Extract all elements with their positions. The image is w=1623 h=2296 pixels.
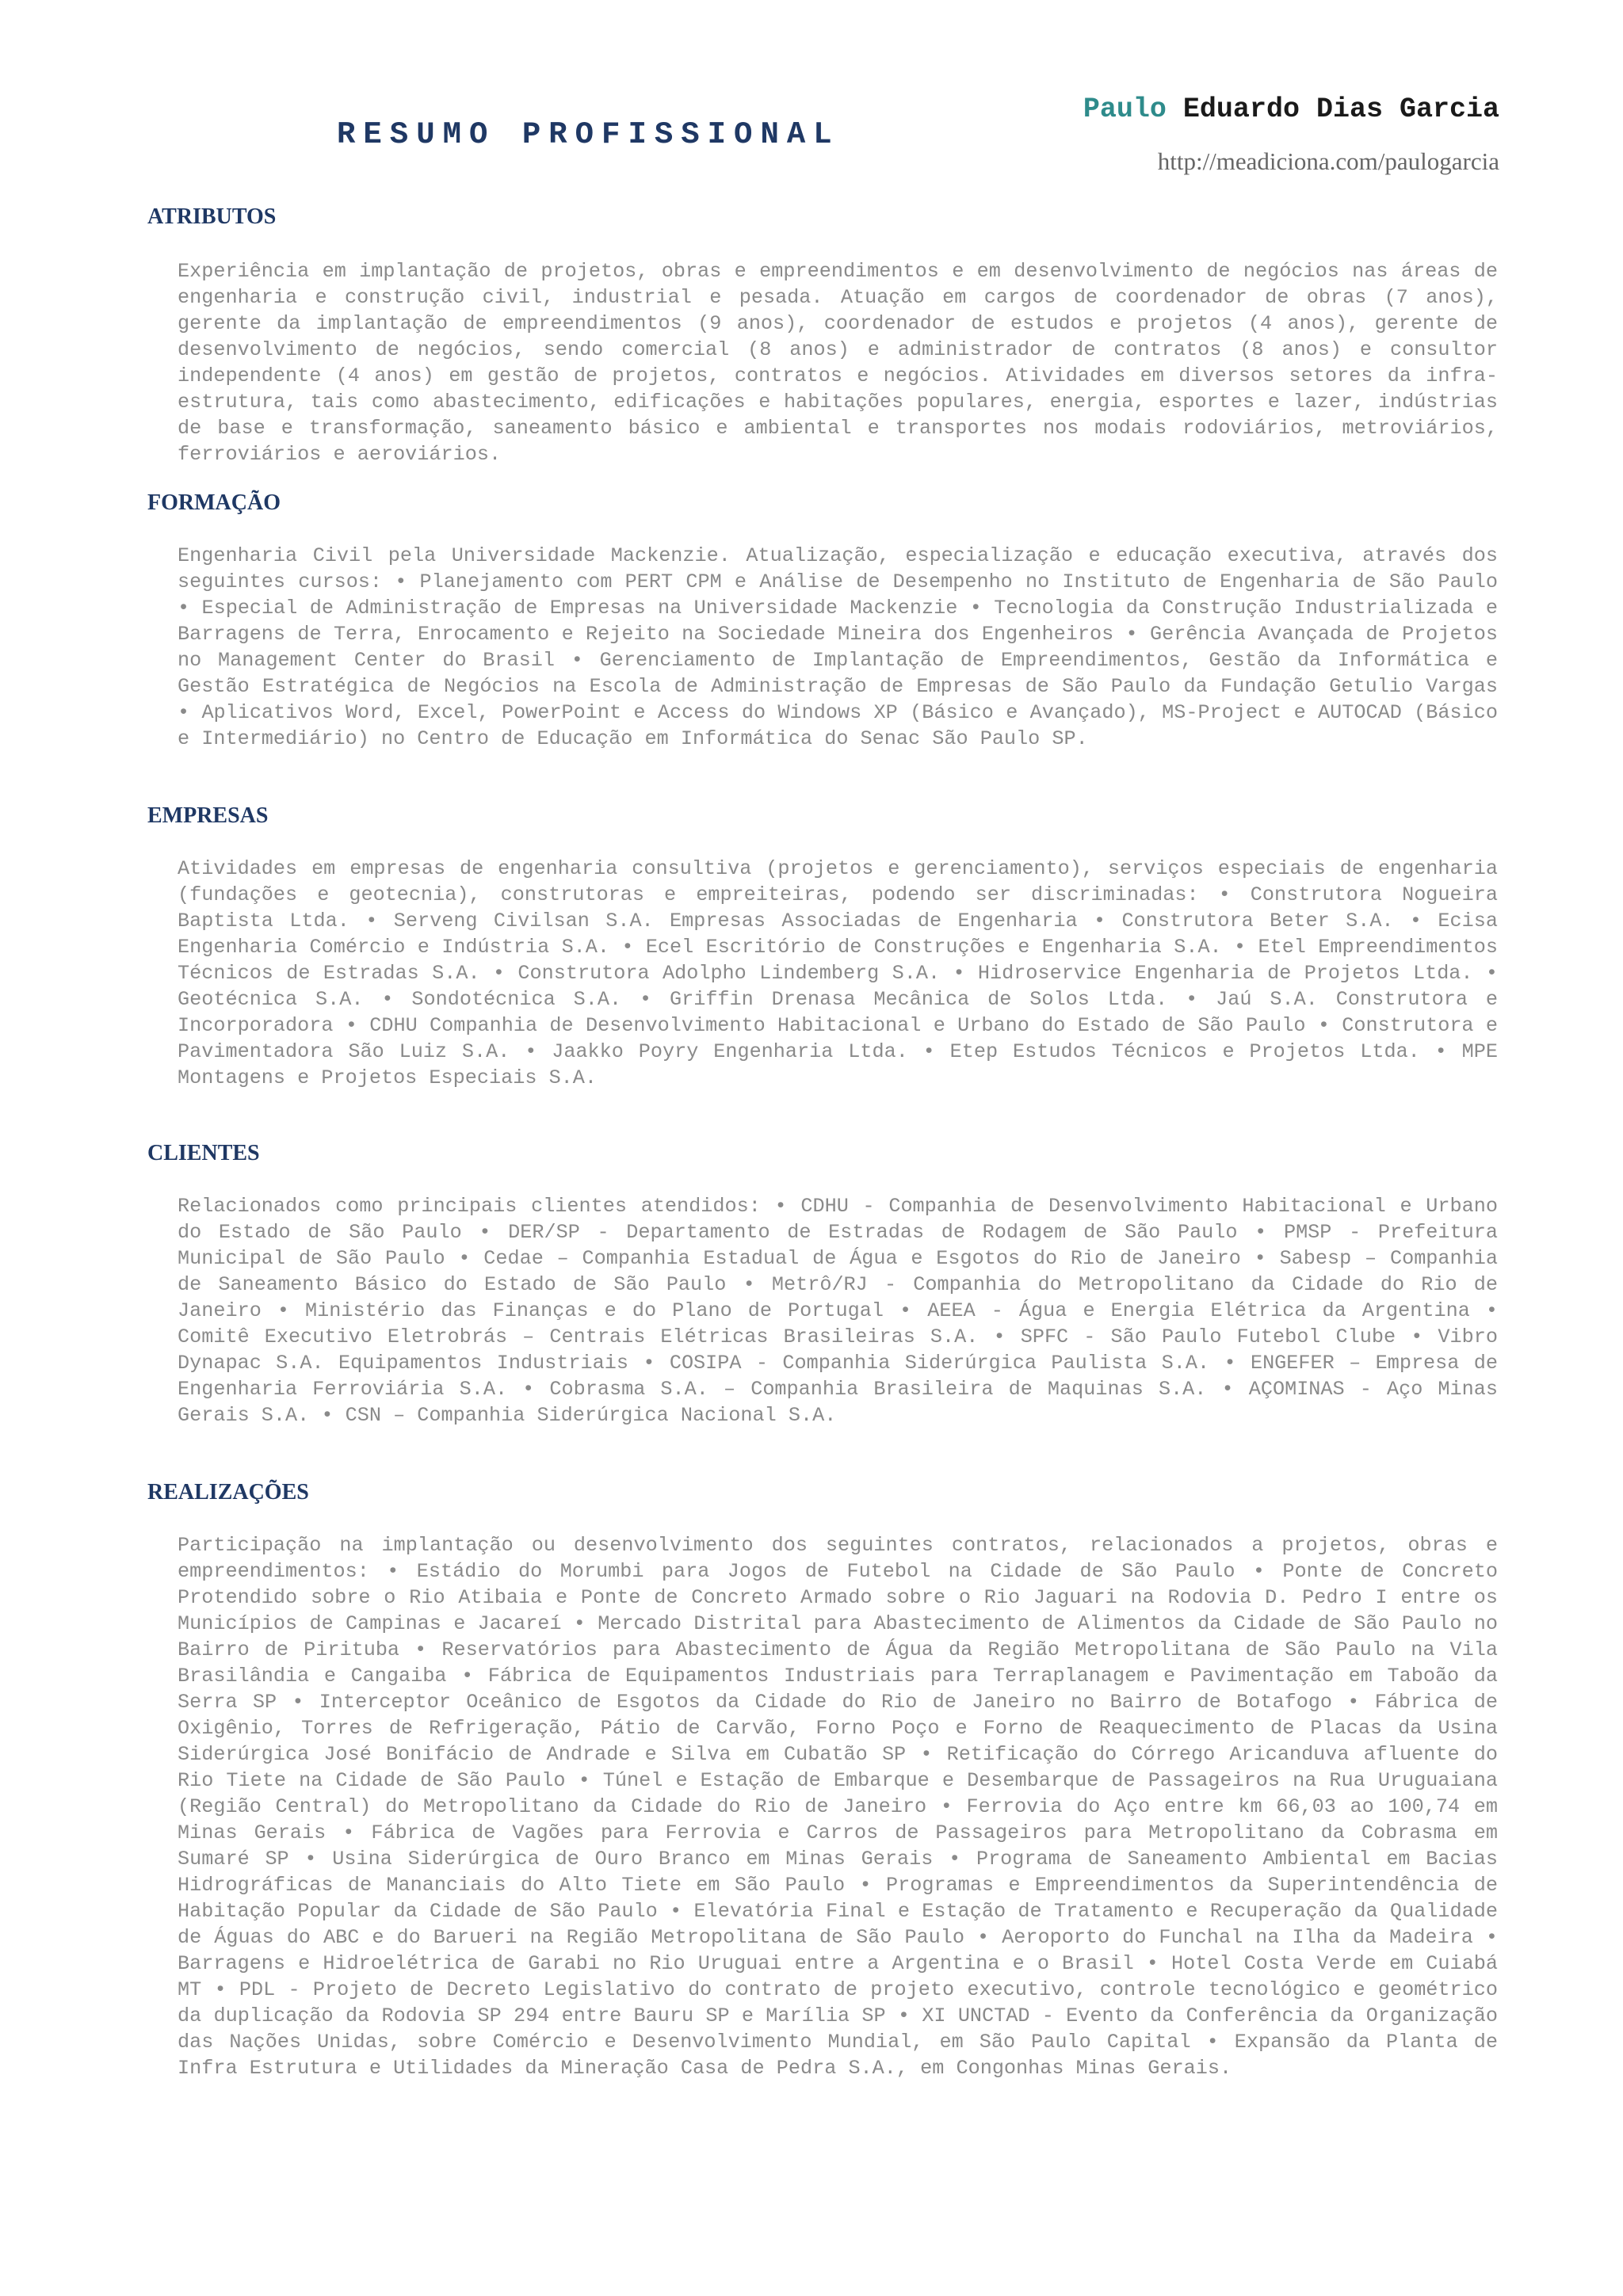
person-surname: Eduardo Dias Garcia	[1166, 93, 1499, 125]
section-body-empresas: Atividades em empresas de engenharia consultiva (projetos e gerenciamento), serviços especiais de engenharia (fundações e geotecnia), construtoras e empreiteiras, podendo ser discriminadas: • Construtora Nogueira Baptista Ltda. • Serveng Civilsan S.A. Empresas Associadas de Engenharia • Construtora Beter S.A. • Ecisa Engenharia Comércio e Indústria S.A. • Ecel Escritório de Construções e Engenharia S.A. • Etel Empreendimentos Técnicos de Estradas S.A. • Construtora Adolpho Lindemberg S.A. • Hidroservice Engenharia de Projetos Ltda. • Geotécnica S.A. • Sondotécnica S.A. • Griffin Drenasa Mecânica de Solos Ltda. • Jaú S.A. Construtora e Incorporadora • CDHU Companhia de Desenvolvimento Habitacional e Urbano do Estado de São Paulo • Construtora e Pavimentadora São Luiz S.A. • Jaakko Poyry Engenharia Ltda. • Etep Estudos Técnicos e Projetos Ltda. • MPE Montagens e Projetos Especiais S.A.	[178, 857, 1498, 1089]
section-body-formacao: Engenharia Civil pela Universidade Mackenzie. Atualização, especialização e educação executiva, através dos seguintes cursos: • Planejamento com PERT CPM e Análise de Desempenho no Instituto de Engenharia de São Paulo • Especial de Administração de Empresas na Universidade Mackenzie • Tecnologia da Construção Industrializada e Barragens de Terra, Enrocamento e Rejeito na Sociedade Mineira dos Engenheiros • Gerência Avançada de Projetos no Management Center do Brasil • Gerenciamento de Implantação de Empreendimentos, Gestão da Informática e Gestão Estratégica de Negócios na Escola de Administração de Empresas de São Paulo da Fundação Getulio Vargas • Aplicativos Word, Excel, PowerPoint e Access do Windows XP (Básico e Avançado), MS-Project e AUTOCAD (Básico e Intermediário) no Centro de Educação em Informática do Senac São Paulo SP.	[178, 544, 1498, 750]
header-identity	[1083, 93, 1499, 176]
section-title-realizacoes: REALIZAÇÕES	[147, 1480, 309, 1505]
section-body-clientes: Relacionados como principais clientes atendidos: • CDHU - Companhia de Desenvolvimento Habitacional e Urbano do Estado de São Paulo • DER/SP - Departamento de Estradas de Rodagem de São Paulo • PMSP - Prefeitura Municipal de São Paulo • Cedae – Companhia Estadual de Água e Esgotos do Rio de Janeiro • Sabesp – Companhia de Saneamento Básico do Estado de São Paulo • Metrô/RJ - Companhia do Metropolitano da Cidade do Rio de Janeiro • Ministério das Finanças e do Plano de Portugal • AEEA - Água e Energia Elétrica da Argentina • Comitê Executivo Eletrobrás – Centrais Elétricas Brasileiras S.A. • SPFC - São Paulo Futebol Clube • Vibro Dynapac S.A. Equipamentos Industriais • COSIPA - Companhia Siderúrgica Paulista S.A. • ENGEFER – Empresa de Engenharia Ferroviária S.A. • Cobrasma S.A. – Companhia Brasileira de Maquinas S.A. • AÇOMINAS - Aço Minas Gerais S.A. • CSN – Companhia Siderúrgica Nacional S.A.	[178, 1195, 1498, 1427]
section-body-realizacoes: Participação na implantação ou desenvolvimento dos seguintes contratos, relacionados a projetos, obras e empreendimentos: • Estádio do Morumbi para Jogos de Futebol na Cidade de São Paulo • Ponte de Concreto Protendido sobre o Rio Atibaia e Ponte de Concreto Armado sobre o Rio Jaguari na Rodovia D. Pedro I entre os Municípios de Campinas e Jacareí • Mercado Distrital para Abastecimento de Alimentos da Cidade de São Paulo no Bairro de Pirituba • Reservatórios para Abastecimento de Água da Região Metropolitana de São Paulo na Vila Brasilândia e Cangaiba • Fábrica de Equipamentos Industriais para Terraplanagem e Pavimentação em Taboão da Serra SP • Interceptor Oceânico de Esgotos da Cidade do Rio de Janeiro no Bairro de Botafogo • Fábrica de Oxigênio, Torres de Refrigeração, Pátio de Carvão, Forno Poço e Forno de Reaquecimento de Placas da Usina Siderúrgica José Bonifácio de Andrade e Silva em Cubatão SP • Retificação do Córrego Aricanduva afluente do Rio Tiete na Cidade de São Paulo • Túnel e Estação de Embarque e Desembarque de Passageiros na Rua Uruguaiana (Região Central) do Metropolitano da Cidade do Rio de Janeiro • Ferrovia do Aço entre km 66,03 ao 100,74 em Minas Gerais • Fábrica de Vagões para Ferrovia e Carros de Passageiros para Metropolitano da Cobrasma em Sumaré SP • Usina Siderúrgica de Ouro Branco em Minas Gerais • Programa de Saneamento Ambiental em Bacias Hidrográficas de Mananciais do Alto Tiete em São Paulo • Programas e Empreendimentos da Superintendência de Habitação Popular da Cidade de São Paulo • Elevatória Final e Estação de Tratamento e Recuperação da Qualidade de Águas do ABC e do Barueri na Região Metropolitana de São Paulo • Aeroporto do Funchal na Ilha da Madeira • Barragens e Hidroelétrica de Garabi no Rio Uruguai entre a Argentina e o Brasil • Hotel Costa Verde em Cuiabá MT • PDL - Projeto de Decreto Legislativo do contrato de projeto executivo, controle tecnológico e geométrico da duplicação da Rodovia SP 294 entre Bauru SP e Marília SP • XI UNCTAD - Evento da Conferência da Organização das Nações Unidas, sobre Comércio e Desenvolvimento Mundial, em São Paulo Capital • Expansão da Planta de Infra Estrutura e Utilidades da Mineração Casa de Pedra S.A., em Congonhas Minas Gerais.	[178, 1534, 1498, 2080]
document-title: RESUMO PROFISSIONAL	[337, 117, 840, 152]
section-title-empresas: EMPRESAS	[147, 803, 269, 828]
person-first-name: Paulo	[1083, 93, 1167, 125]
person-name	[1083, 93, 1499, 125]
section-title-clientes: CLIENTES	[147, 1141, 260, 1165]
section-title-formacao: FORMAÇÃO	[147, 490, 281, 515]
website-link[interactable]: http://meadiciona.com/paulogarcia	[1157, 147, 1499, 175]
section-title-atributos: ATRIBUTOS	[147, 204, 277, 229]
section-body-atributos: Experiência em implantação de projetos, obras e empreendimentos e em desenvolvimento de negócios nas áreas de engenharia e construção civil, industrial e pesada. Atuação em cargos de coordenador de obras (7 anos), gerente da implantação de empreendimentos (9 anos), coordenador de estudos e projetos (4 anos), gerente de desenvolvimento de negócios, sendo comercial (8 anos) e administrador de contratos (8 anos) e consultor independente (4 anos) em gestão de projetos, contratos e negócios. Atividades em diversos setores da infra-estrutura, tais como abastecimento, edificações e habitações populares, energia, esportes e lazer, indústrias de base e transformação, saneamento básico e ambiental e transportes nos modais rodoviários, metroviários, ferroviários e aeroviários.	[178, 260, 1498, 466]
